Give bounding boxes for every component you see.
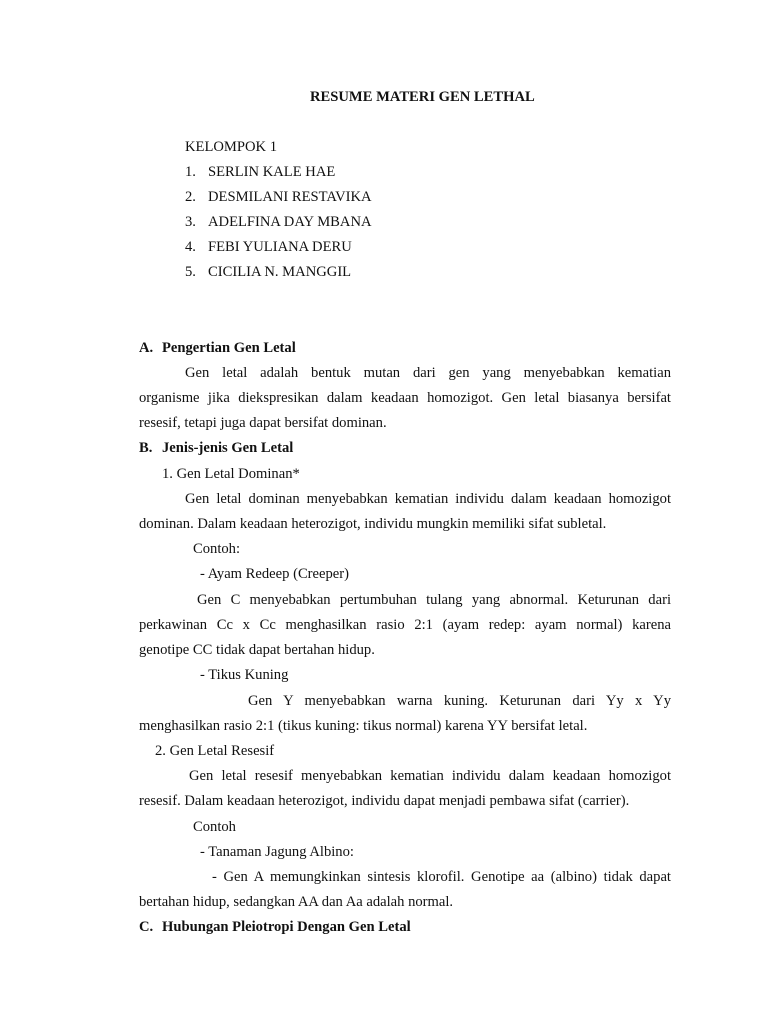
section-title: Pengertian Gen Letal: [162, 340, 296, 356]
member-item: [185, 238, 352, 256]
paragraph-line: Gen letal resesif menyebabkan kematian individu dalam keadaan homozigot: [189, 768, 671, 784]
paragraph-line: organisme jika diekspresikan dalam keadaan homozigot. Gen letal biasanya bersifat: [139, 390, 671, 406]
section-title: Hubungan Pleiotropi Dengan Gen Letal: [162, 919, 411, 935]
paragraph-line: resesif. Dalam keadaan heterozigot, individu dapat menjadi pembawa sifat (carrier).: [139, 793, 630, 809]
example-title: - Tanaman Jagung Albino:: [200, 844, 354, 860]
group-label: KELOMPOK 1: [185, 139, 278, 155]
paragraph-line: Gen Y menyebabkan warna kuning. Keturunan dari Yy x Yy: [248, 693, 671, 709]
section-letter: C.: [139, 919, 154, 935]
paragraph-line: Gen C menyebabkan pertumbuhan tulang yang abnormal. Keturunan dari: [197, 592, 671, 608]
member-name: ADELFINA DAY MBANA: [208, 214, 372, 230]
member-number: 4.: [185, 239, 196, 255]
paragraph-line: - Gen A memungkinkan sintesis klorofil. Genotipe aa (albino) tidak dapat: [212, 869, 671, 885]
example-label: Contoh:: [193, 541, 241, 557]
document-title: RESUME MATERI GEN LETHAL: [310, 89, 535, 105]
member-name: DESMILANI RESTAVIKA: [208, 189, 372, 205]
member-name: SERLIN KALE HAE: [208, 164, 336, 180]
member-name: FEBI YULIANA DERU: [208, 239, 352, 255]
section-a-heading: [139, 339, 296, 357]
member-item: [185, 163, 335, 181]
paragraph-line: menghasilkan rasio 2:1 (tikus kuning: tikus normal) karena YY bersifat letal.: [139, 718, 588, 734]
member-number: 2.: [185, 189, 196, 205]
member-number: 1.: [185, 164, 196, 180]
paragraph-line: genotipe CC tidak dapat bertahan hidup.: [139, 642, 375, 658]
member-number: 5.: [185, 264, 196, 280]
subsection-title: 1. Gen Letal Dominan*: [162, 466, 300, 482]
subsection-title: 2. Gen Letal Resesif: [155, 743, 275, 759]
member-item: [185, 188, 372, 206]
section-title: Jenis-jenis Gen Letal: [162, 440, 294, 456]
paragraph-line: bertahan hidup, sedangkan AA dan Aa adalah normal.: [139, 894, 454, 910]
section-letter: A.: [139, 340, 154, 356]
member-number: 3.: [185, 214, 196, 230]
paragraph-line: Gen letal dominan menyebabkan kematian individu dalam keadaan homozigot: [185, 491, 671, 507]
example-title: - Tikus Kuning: [200, 667, 289, 683]
member-item: [185, 213, 372, 231]
section-letter: B.: [139, 440, 153, 456]
paragraph-line: Gen letal adalah bentuk mutan dari gen yang menyebabkan kematian: [185, 365, 671, 381]
member-name: CICILIA N. MANGGIL: [208, 264, 352, 280]
example-title: - Ayam Redeep (Creeper): [200, 566, 349, 582]
member-item: [185, 263, 351, 281]
paragraph-line: dominan. Dalam keadaan heterozigot, individu mungkin memiliki sifat subletal.: [139, 516, 607, 532]
paragraph-line: perkawinan Cc x Cc menghasilkan rasio 2:1 (ayam redep: ayam normal) karena: [139, 617, 671, 633]
section-b-heading: [139, 439, 293, 457]
example-label: Contoh: [193, 819, 236, 835]
section-c-heading: [139, 918, 411, 936]
paragraph-line: resesif, tetapi juga dapat bersifat dominan.: [139, 415, 387, 431]
